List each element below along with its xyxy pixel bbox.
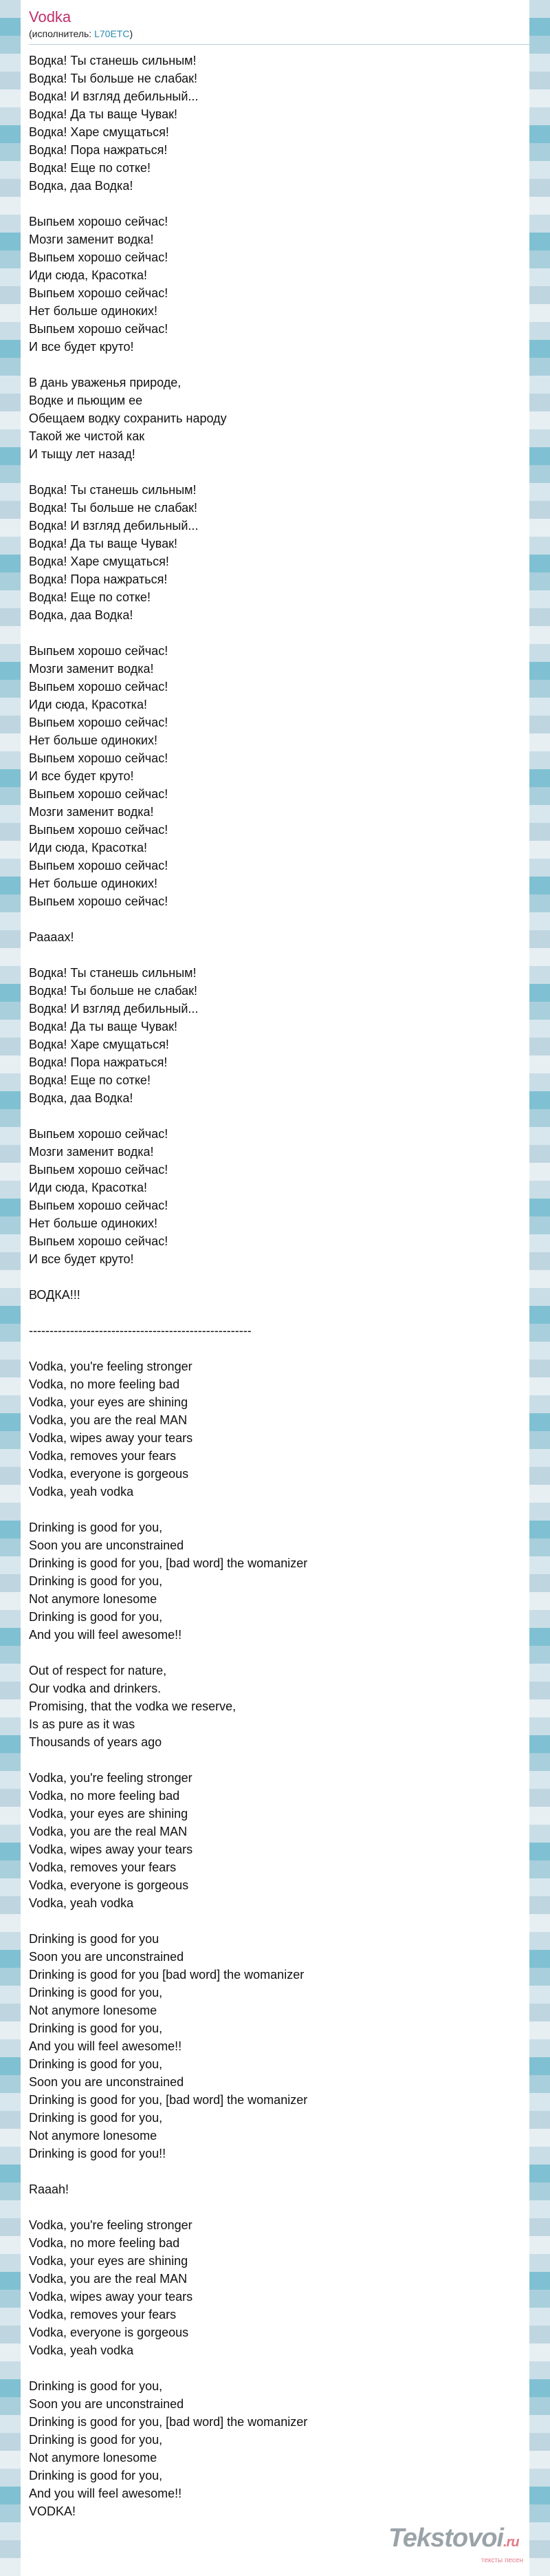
logo-wordmark <box>388 2524 526 2557</box>
artist-suffix: ) <box>129 28 133 39</box>
logo-suffix: .ru <box>503 2535 519 2550</box>
lyrics-text: Водка! Ты станешь сильным! Водка! Ты больше не слабак! Водка! И взгляд дебильный... Водка! Да ты ваще Чувак! Водка! Харе смущаться! Водка! Пора нажраться! Водка! Еще по сотке! Водка, даа Водка! Выпьем хорошо сейчас! Мозги заменит водка! Выпьем хорошо сейчас! Иди сюда, Красотка! Выпьем хорошо сейчас! Нет больше одиноких! Выпьем хорошо сейчас! И все будет круто! В дань уваженья природе, Водке и пьющим ее Обещаем водку сохранить народу Такой же чистой как И тыщу лет назад! Водка! Ты станешь сильным! Водка! Ты больше не слабак! Водка! И взгляд дебильный... Водка! Да ты ваще Чувак! Водка! Харе смущаться! Водка! Пора нажраться! Водка! Еще по сотке! Водка, даа Водка! Выпьем хорошо сейчас! Мозги заменит водка! Выпьем хорошо сейчас! Иди сюда, Красотка! Выпьем хорошо сейчас! Нет больше одиноких! Выпьем хорошо сейчас! И все будет круто! Выпьем хорошо сейчас! Мозги заменит водка! Выпьем хорошо сейчас! Иди сюда, Красотка! Выпьем хорошо сейчас! Нет больше одиноких! Выпьем хорошо сейчас! Рааааx! Водка! Ты станешь сильным! Водка! Ты больше не слабак! Водка! И взгляд дебильный... Водка! Да ты ваще Чувак! Водка! Харе смущаться! Водка! Пора нажраться! Водка! Еще по сотке! Водка, даа Водка! Выпьем хорошо сейчас! Мозги заменит водка! Выпьем хорошо сейчас! Иди сюда, Красотка! Выпьем хорошо сейчас! Нет больше одиноких! Выпьем хорошо сейчас! И все будет круто! ВОДКА!!! ------------------------------------------------------ Vodka, you're feeling stronger Vodka, no more feeling bad Vodka, your eyes are shining Vodka, you are the real MAN Vodka, wipes away your tears Vodka, removes your fears Vodka, everyone is gorgeous Vodka, yeah vodka Drinking is good for you, Soon you are unconstrained Drinking is good for you, [bad word] the womanizer Drinking is good for you, Not anymore lonesome Drinking is good for you, And you will feel awesome!! Out of respect for nature, Our vodka and drinkers. Promising, that the vodka we reserve, Is as pure as it was Thousands of years ago Vodka, you're feeling stronger Vodka, no more feeling bad Vodka, your eyes are shining Vodka, you are the real MAN Vodka, wipes away your tears Vodka, removes your fears Vodka, everyone is gorgeous Vodka, yeah vodka Drinking is good for you Soon you are unconstrained Drinking is good for you [bad word] the womanizer Drinking is good for you, Not anymore lonesome Drinking is good for you, And you will feel awesome!! Drinking is good for you, Soon you are unconstrained Drinking is good for you, [bad word] the womanizer Drinking is good for you, Not anymore lonesome Drinking is good for you!! Raaah! Vodka, you're feeling stronger Vodka, no more feeling bad Vodka, your eyes are shining Vodka, you are the real MAN Vodka, wipes away your tears Vodka, removes your fears Vodka, everyone is gorgeous Vodka, yeah vodka Drinking is good for you, Soon you are unconstrained Drinking is good for you, [bad word] the womanizer Drinking is good for you, Not anymore lonesome Drinking is good for you, And you will feel awesome!! VODKA! <box>29 54 308 2518</box>
song-title: Vodka <box>29 8 72 25</box>
logo-tagline: тексты песен <box>481 2557 523 2564</box>
artist-prefix: (исполнитель: <box>29 28 95 39</box>
logo-main-text: Tekstovoi <box>388 2524 503 2553</box>
artist-line <box>29 28 529 40</box>
artist-link[interactable]: L70ETC <box>94 28 130 39</box>
site-logo[interactable] <box>388 2524 526 2565</box>
header-divider <box>29 44 531 45</box>
lyrics-panel <box>21 0 529 2576</box>
